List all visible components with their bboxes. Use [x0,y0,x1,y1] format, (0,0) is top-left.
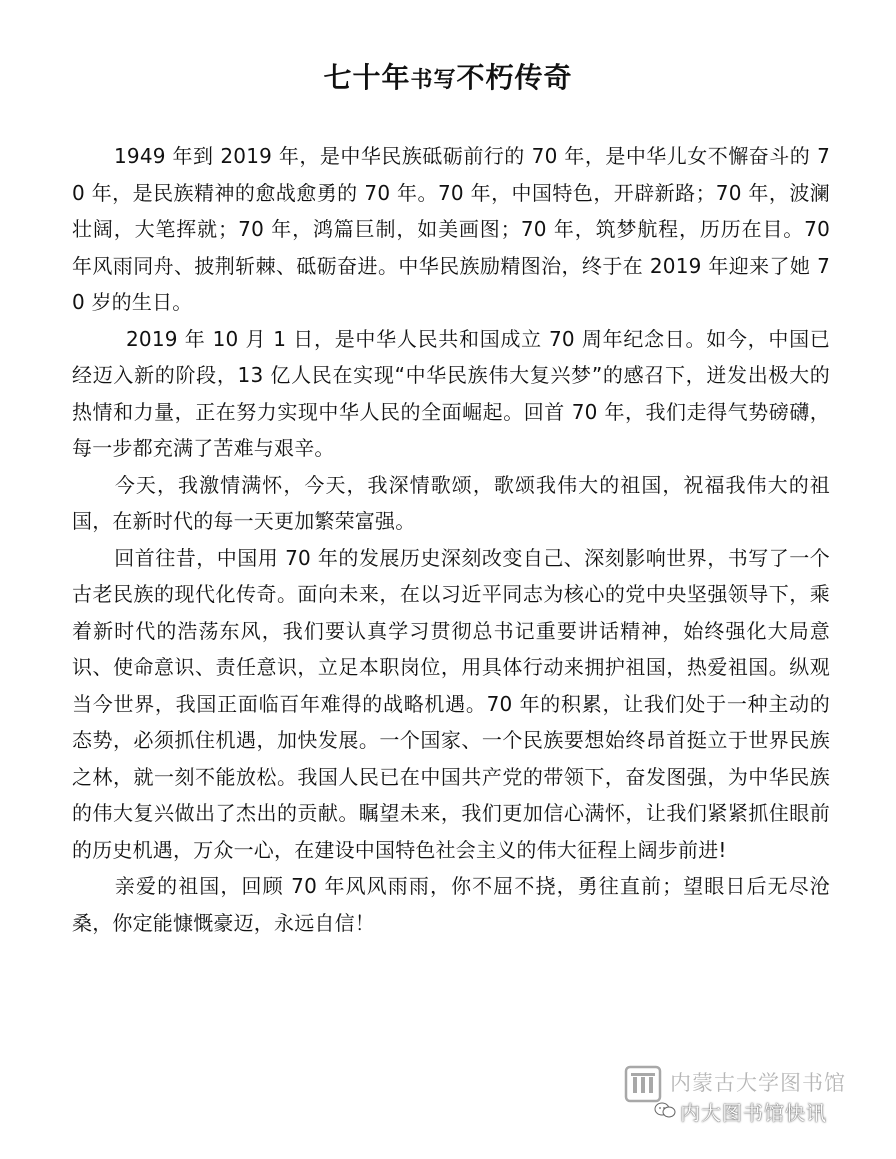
paragraph-1 [72,138,830,321]
paragraph-4 [72,540,830,869]
paragraph-4-text: 回首往昔，中国用 70 年的发展历史深刻改变自己、深刻影响世界，书写了一个古老民族的现代化传奇。面向未来，在以习近平同志为核心的党中央坚强领导下，乘着新时代的浩荡东风，我们要认真学习贯彻总书记重要讲话精神，始终强化大局意识、使命意识、责任意识，立足本职岗位，用具体行动来拥护祖国，热爱祖国。纵观当今世界，我国正面临百年难得的战略机遇。70 年的积累，让我们处于一种主动的态势，必须抓住机遇，加快发展。一个国家、一个民族要想始终昂首挺立于世界民族之林，就一刻不能放松。我国人民已在中国共产党的带领下，奋发图强，为中华民族的伟大复兴做出了杰出的贡献。瞩望未来，我们更加信心满怀，让我们紧紧抓住眼前的历史机遇，万众一心，在建设中国特色社会主义的伟大征程上阔步前进! [72,545,830,862]
paragraph-2 [72,321,830,467]
paragraph-1-text: 1949 年到 2019 年，是中华民族砥砺前行的 70 年，是中华儿女不懈奋斗的 70 年，是民族精神的愈战愈勇的 70 年。70 年，中国特色，开辟新路；70 年，波澜壮阔，大笔挥就；70 年，鸿篇巨制，如美画图；70 年，筑梦航程，历历在目。70 年风雨同舟、披荆斩棘、砥砺奋进。中华民族励精图治，终于在 2019 年迎来了她 70 岁的生日。 [72,144,830,314]
article-body [72,138,830,941]
title-part-2: 书写 [410,68,457,93]
wechat-icon [654,1101,676,1119]
paragraph-5 [72,868,830,941]
title-part-1: 七十年 [323,61,411,94]
library-logo-icon [624,1065,662,1103]
watermark-line-2: 内大图书馆快讯 [680,1101,827,1125]
paragraph-2-text: 2019 年 10 月 1 日，是中华人民共和国成立 70 周年纪念日。如今，中国已经迈入新的阶段，13 亿人民在实现“中华民族伟大复兴梦”的感召下，迸发出极大的热情和力量，正在努力实现中华人民的全面崛起。回首 70 年，我们走得气势磅礴，每一步都充满了苦难与艰辛。 [72,326,830,460]
paragraph-3-text: 今天，我激情满怀，今天，我深情歌颂，歌颂我伟大的祖国，祝福我伟大的祖国，在新时代的每一天更加繁荣富强。 [72,472,830,533]
title-part-3: 不朽传奇 [456,61,573,94]
paragraph-3 [72,467,830,540]
paragraph-5-text: 亲爱的祖国，回顾 70 年风风雨雨，你不屈不挠，勇往直前；望眼日后无尽沧桑，你定能慷慨豪迈，永远自信！ [72,874,830,935]
watermark [624,1057,874,1127]
watermark-line-1: 内蒙古大学图书馆 [670,1071,846,1095]
page-title [0,58,896,101]
